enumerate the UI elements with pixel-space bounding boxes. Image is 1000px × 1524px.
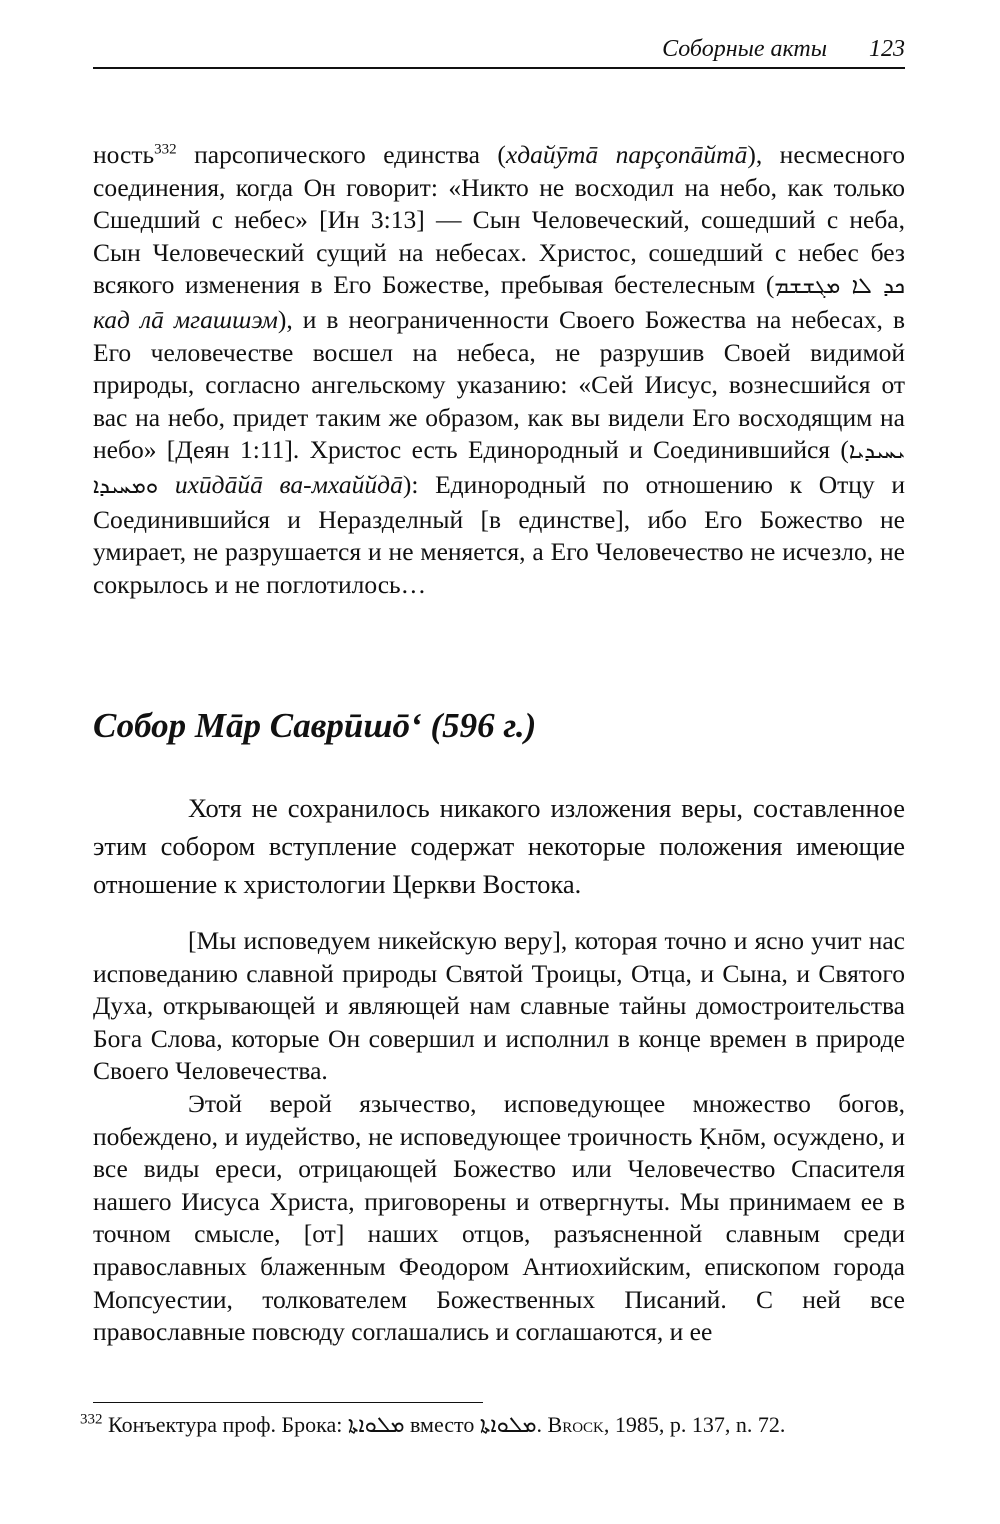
syriac-phrase: ܝܚܝܕܝܐ ܘܡܚܝܕܐ <box>93 439 905 499</box>
quoted-text <box>93 925 905 1349</box>
transliteration: ихӣдāйā ва-мхаййдā <box>158 469 403 499</box>
intro-paragraph: Хотя не сохранилось никакого изложения веры, составленное этим собором вступление содержат некоторые положения имеющие отношение к христологии Церкви Востока. <box>93 793 905 899</box>
body-paragraph: [Мы исповедуем никейскую веру], которая точно и ясно учит нас исповеданию славной природы Святой Троицы, Отца, и Сына, и Святого Духа, открывающей и являющей нам славные тайны домостроительства Бога Слова, которые Он совершил и исполнил в конце времен в природе Своего Человечества. <box>93 926 905 1086</box>
page-number: 123 <box>869 36 905 62</box>
syriac-word: ܡܠܘܐܬܐ <box>479 1413 537 1438</box>
footnote-rule <box>93 1402 483 1403</box>
footnote-marker: 332 <box>154 141 177 158</box>
text-run: . <box>536 1412 548 1437</box>
syriac-phrase: ܟܕ ܠܐ ܡܓܫܫܡ <box>774 274 905 300</box>
footnote <box>80 1408 905 1443</box>
continued-passage <box>93 139 905 601</box>
transliteration: хдайӯтā парçопāйтā <box>505 140 748 169</box>
passage-paragraph <box>93 139 905 601</box>
running-header <box>93 34 905 70</box>
section-heading: Собор Мāр Саврӣшō‘ (596 г.) <box>93 706 537 745</box>
text-run: парсопического единства ( <box>176 140 506 169</box>
intro-block <box>93 789 905 903</box>
syriac-word: ܡܠܘܐܬܐ <box>347 1413 405 1438</box>
transliteration: кад лā мгашшэм <box>93 304 278 334</box>
body-paragraph: Этой верой язычество, исповедующее множество богов, побеждено, и иудейство, не исповедующее троичность Ḳнōм, осуждено, и все виды ереси, отрицающей Божество или Человечество Спасителя нашего Иисуса Христа, приговорены и отвергнуты. Мы принимаем ее в точном смысле, [от] наших отцов, разъясненной славным среди православных блаженным Феодором Антиохийским, епископом города Мопсуестии, толкователем Божественных Писаний. С ней все православные повсюду соглашались и соглашаются, и ее <box>93 1088 905 1347</box>
running-title: Соборные акты <box>662 36 827 62</box>
text-run: вместо <box>404 1412 480 1437</box>
footnote-number: 332 <box>80 1411 103 1428</box>
text-run: ), и в неограниченности Своего Божества на небесах, в Его человечестве восшел на небеса, не разрушив Своей видимой природы, согласно ангельскому указанию: «Сей Иисус, вознесшийся от вас на небо, придет таким же образом, как вы видели Его восходящим на небо» [Деян 1:11]. Христос есть Единородный и Соединившийся ( <box>93 304 905 465</box>
text-run: Конъектура проф. Брока: <box>102 1412 348 1437</box>
text-run: , 1985, p. 137, n. 72. <box>603 1412 786 1437</box>
text-run: ), несмесного соединения, когда Он говорит: «Никто не восходил на небо, как только Сшедший с небес» [Ин 3:13] — Сын Человеческий, сошедший с неба, Сын Человеческий сущий на небесах. Христос, сошедший с небес без всякого изменения в Его Божестве, пребывая бестелесным ( <box>93 140 905 300</box>
text-run: ность <box>93 140 155 169</box>
text-run: ): Единородный по отношению к Отцу и Соединившийся и Неразделный [в единстве], ибо Его Божество не умирает, не разрушается и не меняется, а Его Человечество не исчезло, не сокрылось и не поглотилось… <box>93 469 905 599</box>
cited-author: Brock <box>547 1412 604 1437</box>
header-rule <box>93 67 905 69</box>
